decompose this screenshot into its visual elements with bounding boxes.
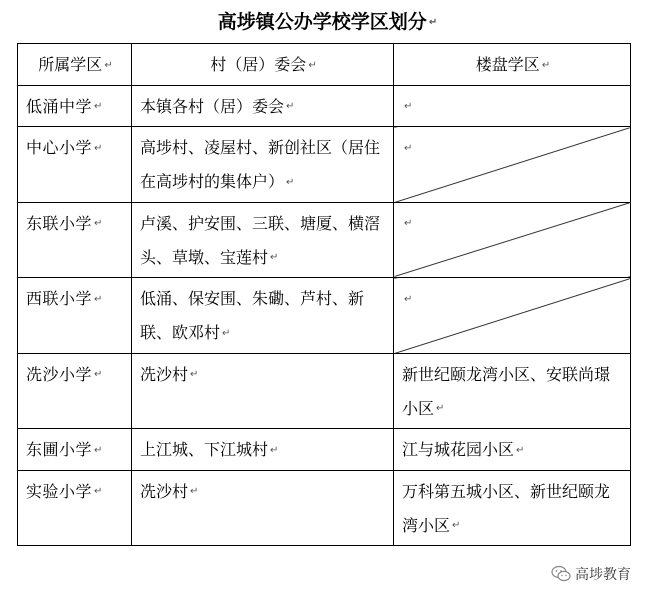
header-school-zone: 所属学区 ↵ <box>18 44 132 86</box>
village-list-cell: 冼沙村 ↵ <box>132 470 394 546</box>
watermark-text: 高埗教育 <box>575 567 631 583</box>
table-header-row <box>18 44 631 86</box>
page-title: 高埗镇公办学校学区划分 ↵ <box>217 11 438 33</box>
school-name-cell: 东联小学 ↵ <box>18 202 132 278</box>
table-row <box>18 278 631 354</box>
village-list-cell: 低涌、保安围、朱磡、芦村、新联、欧邓村 ↵ <box>132 278 394 354</box>
school-name-cell: 西联小学 ↵ <box>18 278 132 354</box>
village-list-cell: 本镇各村（居）委会 ↵ <box>132 85 394 127</box>
table-row <box>18 429 631 471</box>
account-watermark <box>547 562 635 586</box>
village-list-cell: 卢溪、护安围、三联、塘厦、横滘头、草墩、宝莲村 ↵ <box>132 202 394 278</box>
village-list-cell: 上江城、下江城村 ↵ <box>132 429 394 471</box>
estate-list-cell: 新世纪颐龙湾小区、安联尚璟小区 ↵ <box>394 353 631 429</box>
estate-list-cell: 万科第五城小区、新世纪颐龙湾小区 ↵ <box>394 470 631 546</box>
estate-list-cell: ↵ <box>394 127 631 203</box>
table-row <box>18 127 631 203</box>
village-list-cell: 高埗村、凌屋村、新创社区（居住在高埗村的集体户） ↵ <box>132 127 394 203</box>
estate-list-cell: ↵ <box>394 202 631 278</box>
school-name-cell: 冼沙小学 ↵ <box>18 353 132 429</box>
table-row <box>18 353 631 429</box>
estate-list-cell: ↵ <box>394 278 631 354</box>
wechat-icon <box>551 565 571 583</box>
school-name-cell: 实验小学 ↵ <box>18 470 132 546</box>
table-row <box>18 85 631 127</box>
header-village-committee: 村（居）委会 ↵ <box>132 44 394 86</box>
table-row <box>18 470 631 546</box>
school-zone-table <box>17 43 631 546</box>
estate-list-cell: ↵ <box>394 85 631 127</box>
header-estate-zone: 楼盘学区 ↵ <box>394 44 631 86</box>
school-name-cell: 低涌中学 ↵ <box>18 85 132 127</box>
village-list-cell: 冼沙村 ↵ <box>132 353 394 429</box>
table-row <box>18 202 631 278</box>
estate-list-cell: 江与城花园小区 ↵ <box>394 429 631 471</box>
school-name-cell: 中心小学 ↵ <box>18 127 132 203</box>
school-name-cell: 东圃小学 ↵ <box>18 429 132 471</box>
